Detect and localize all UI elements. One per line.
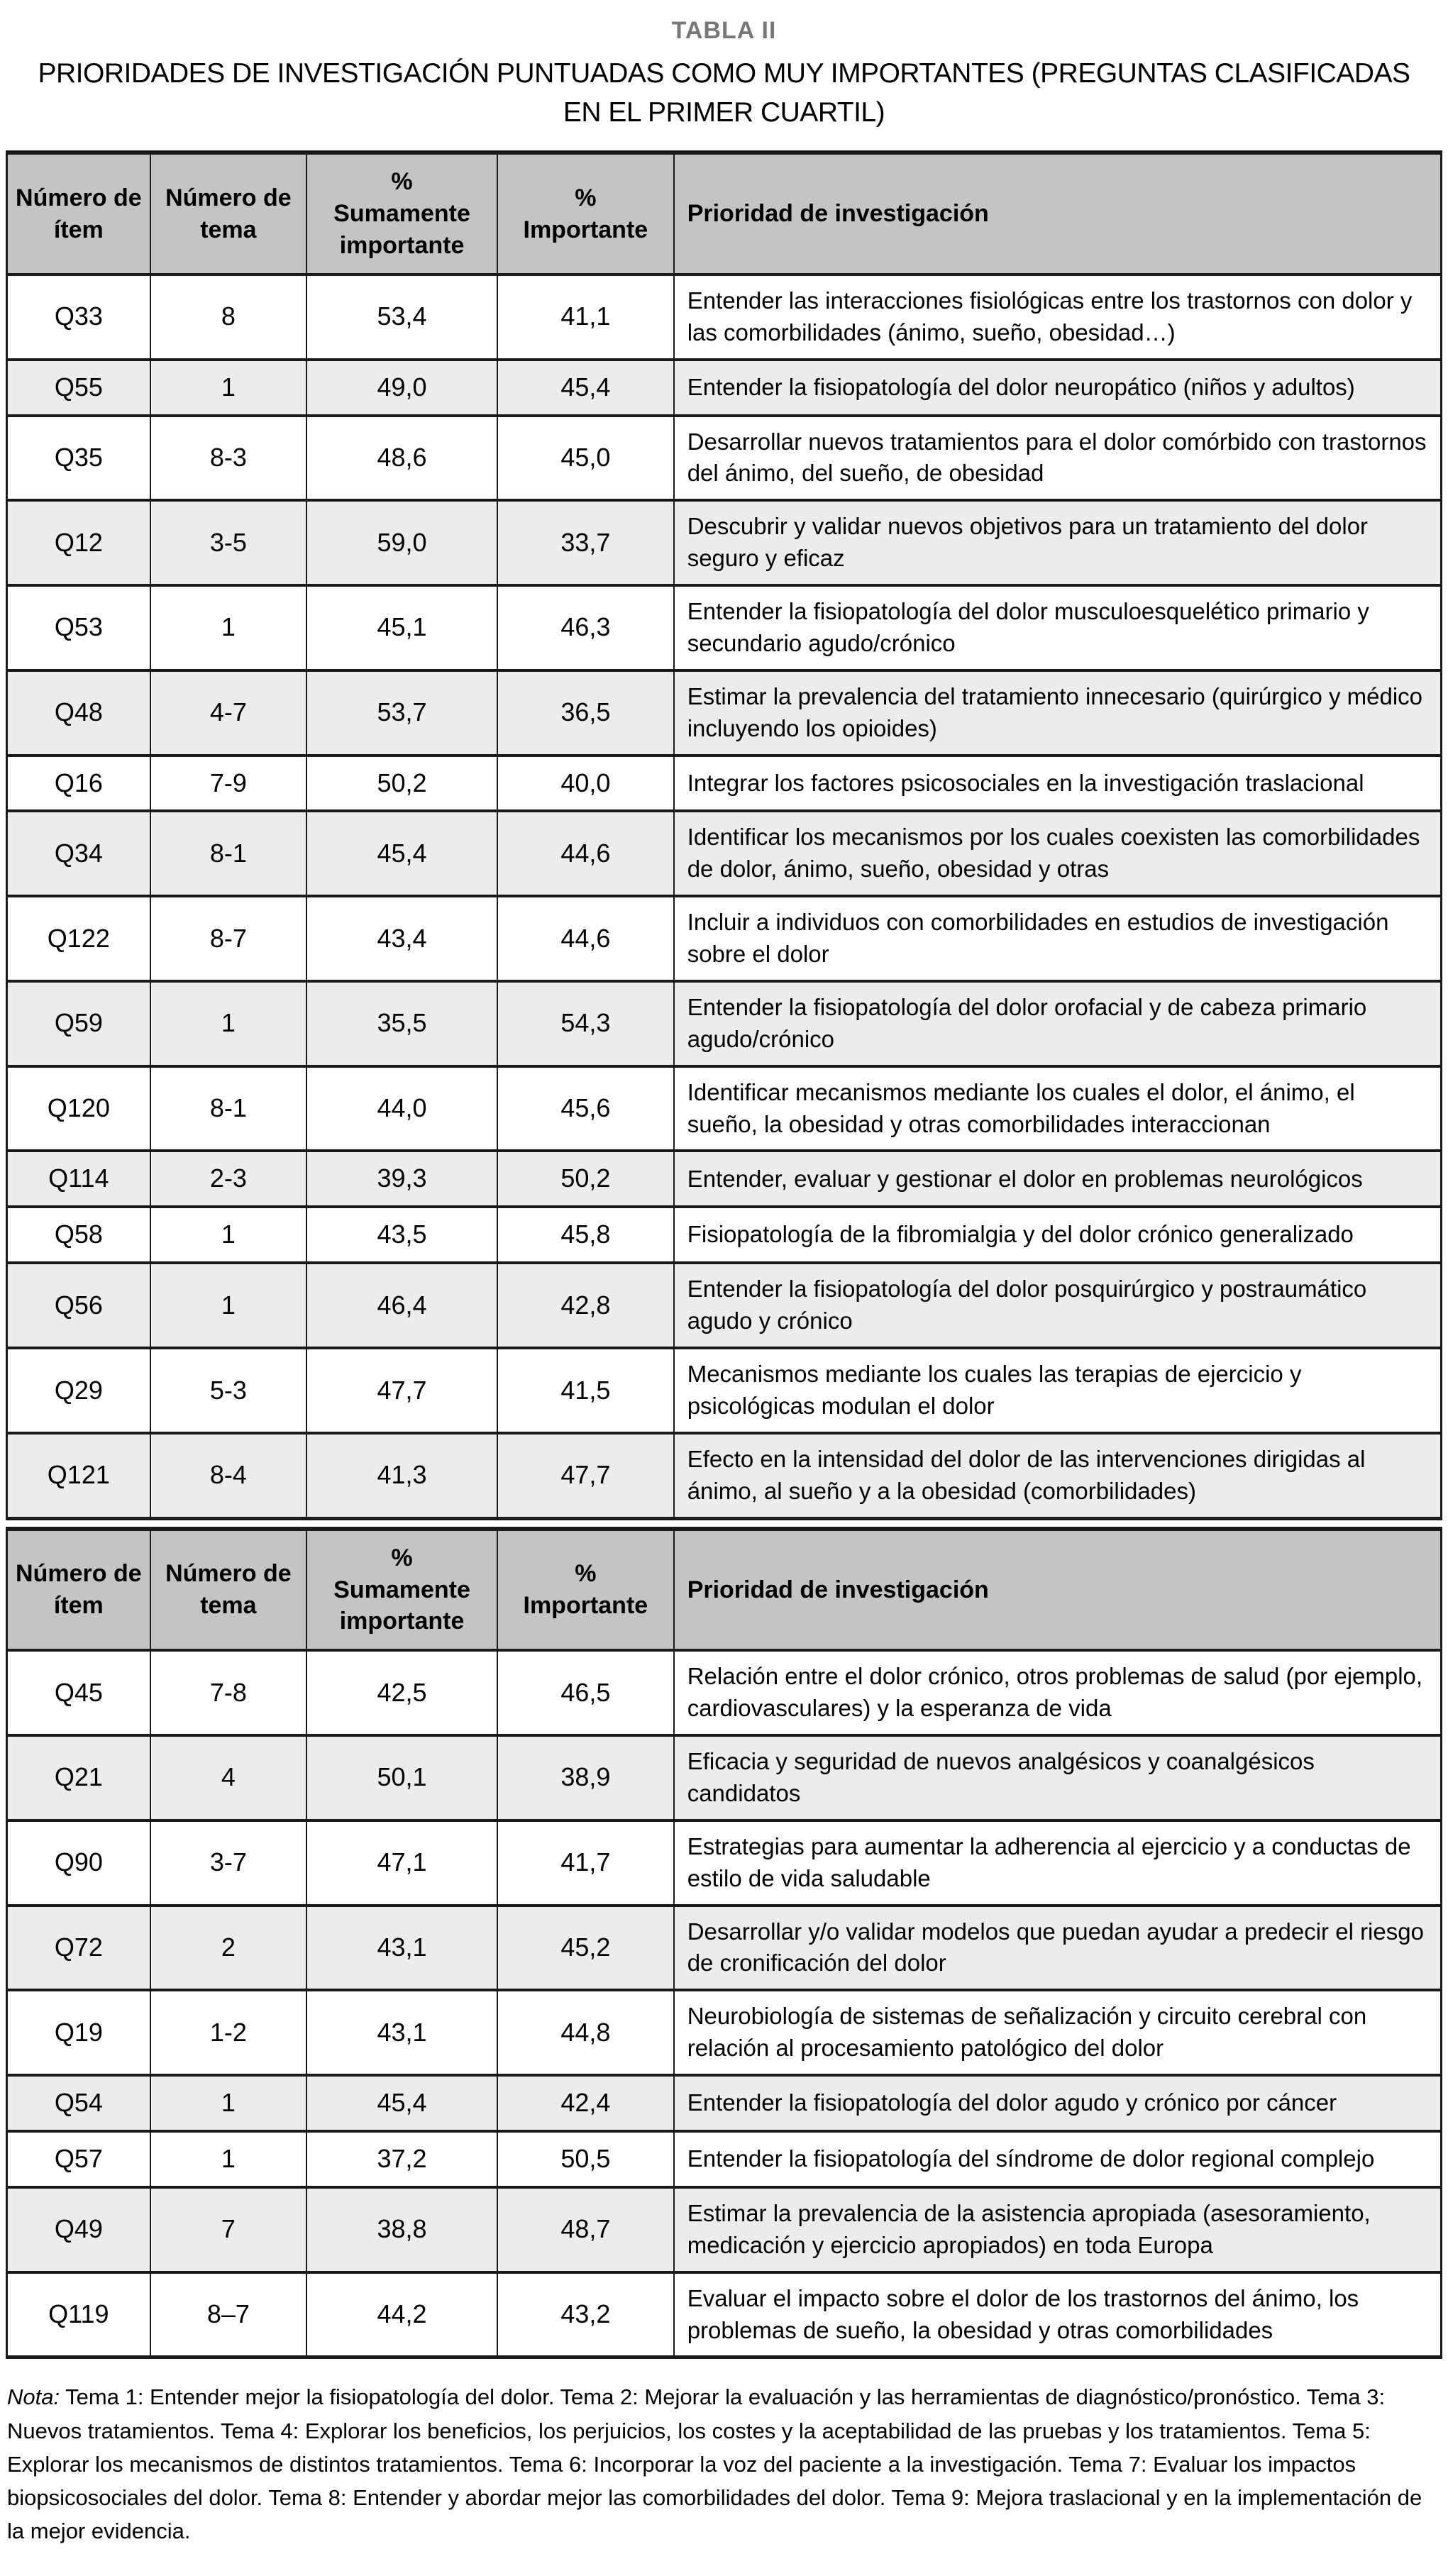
pct-importante-cell: 48,7 (497, 2187, 674, 2272)
item-number-cell: Q21 (7, 1735, 150, 1820)
item-number-cell: Q56 (7, 1263, 150, 1348)
item-number-cell: Q54 (7, 2075, 150, 2131)
theme-number-cell: 1 (150, 585, 306, 670)
table-row (7, 416, 1442, 501)
pct-importante-cell: 54,3 (497, 981, 674, 1066)
research-priority-cell: Entender la fisiopatología del dolor orofacial y de cabeza primario agudo/crónico (674, 981, 1442, 1066)
pct-sumamente-cell: 37,2 (306, 2131, 497, 2187)
table-row (7, 981, 1442, 1066)
table-row (7, 1066, 1442, 1151)
pct-sumamente-cell: 45,1 (306, 585, 497, 670)
item-number-cell: Q49 (7, 2187, 150, 2272)
col-header-item-number: Número de ítem (7, 153, 150, 275)
pct-sumamente-cell: 49,0 (306, 360, 497, 416)
item-number-cell: Q72 (7, 1906, 150, 1991)
priorities-table-part-1 (6, 150, 1442, 1520)
research-priority-cell: Eficacia y seguridad de nuevos analgésicos y coanalgésicos candidatos (674, 1735, 1442, 1820)
research-priority-cell: Entender la fisiopatología del síndrome de dolor regional complejo (674, 2131, 1442, 2187)
col-header-research-priority: Prioridad de investigación (674, 153, 1442, 275)
col-header-importante-label: Importante (523, 216, 648, 243)
pct-sumamente-cell: 50,1 (306, 1735, 497, 1820)
table-row (7, 1433, 1442, 1518)
table-row (7, 1990, 1442, 2075)
pct-importante-cell: 42,8 (497, 1263, 674, 1348)
table-row (7, 1263, 1442, 1348)
pct-sumamente-cell: 43,1 (306, 1990, 497, 2075)
pct-sumamente-cell: 39,3 (306, 1151, 497, 1207)
col-header-sumamente-label: Sumamente importante (333, 1576, 470, 1635)
item-number-cell: Q48 (7, 670, 150, 756)
col-header-item-number: Número de ítem (7, 1529, 150, 1651)
item-number-cell: Q29 (7, 1348, 150, 1433)
item-number-cell: Q55 (7, 360, 150, 416)
theme-number-cell: 1 (150, 2131, 306, 2187)
item-number-cell: Q12 (7, 500, 150, 585)
pct-importante-cell: 47,7 (497, 1433, 674, 1518)
pct-sumamente-cell: 59,0 (306, 500, 497, 585)
pct-importante-cell: 45,0 (497, 416, 674, 501)
table-row (7, 896, 1442, 981)
col-header-theme-number: Número de tema (150, 1529, 306, 1651)
theme-number-cell: 1 (150, 360, 306, 416)
table-body-part-1 (7, 275, 1442, 1518)
theme-number-cell: 8-4 (150, 1433, 306, 1518)
pct-sumamente-cell: 42,5 (306, 1650, 497, 1735)
pct-sumamente-cell: 44,0 (306, 1066, 497, 1151)
pct-sumamente-cell: 43,5 (306, 1207, 497, 1263)
research-priority-cell: Entender la fisiopatología del dolor musculoesquelético primario y secundario agudo/crónico (674, 585, 1442, 670)
pct-importante-cell: 45,2 (497, 1906, 674, 1991)
research-priority-cell: Entender la fisiopatología del dolor neuropático (niños y adultos) (674, 360, 1442, 416)
table-row (7, 1151, 1442, 1207)
table-body-part-2 (7, 1650, 1442, 2357)
percent-sign: % (391, 1544, 413, 1571)
percent-sign: % (575, 184, 597, 211)
item-number-cell: Q58 (7, 1207, 150, 1263)
research-priority-cell: Desarrollar nuevos tratamientos para el dolor comórbido con trastornos del ánimo, del sueño, de obesidad (674, 416, 1442, 501)
item-number-cell: Q53 (7, 585, 150, 670)
pct-sumamente-cell: 50,2 (306, 756, 497, 812)
col-header-theme-number: Número de tema (150, 153, 306, 275)
table-row (7, 2187, 1442, 2272)
pct-importante-cell: 44,6 (497, 896, 674, 981)
research-priority-cell: Estimar la prevalencia del tratamiento innecesario (quirúrgico y médico incluyendo los opioides) (674, 670, 1442, 756)
pct-sumamente-cell: 44,2 (306, 2272, 497, 2357)
table-footnote (7, 2380, 1441, 2548)
research-priority-cell: Incluir a individuos con comorbilidades en estudios de investigación sobre el dolor (674, 896, 1442, 981)
footnote-text: Tema 1: Entender mejor la fisiopatología del dolor. Tema 2: Mejorar la evaluación y las herramientas de diagnóstico/pronóstico. Tema 3: Nuevos tratamientos. Tema 4: Explorar los beneficios, los perjuicios, los costes y la aceptabilidad de las pruebas y los tratamientos. Tema 5: Explorar los mecanismos de distintos tratamientos. Tema 6: Incorporar la voz del paciente a la investigación. Tema 7: Evaluar los impactos biopsicosociales del dolor. Tema 8: Entender y abordar mejor las comorbilidades del dolor. Tema 9: Mejora traslacional y en la implementación de la mejor evidencia. (7, 2384, 1422, 2543)
item-number-cell: Q119 (7, 2272, 150, 2357)
col-header-importante-label: Importante (523, 1591, 648, 1619)
item-number-cell: Q33 (7, 275, 150, 360)
theme-number-cell: 1-2 (150, 1990, 306, 2075)
item-number-cell: Q19 (7, 1990, 150, 2075)
footnote-label: Nota: (7, 2384, 60, 2410)
pct-sumamente-cell: 45,4 (306, 811, 497, 896)
item-number-cell: Q16 (7, 756, 150, 812)
table-row (7, 275, 1442, 360)
research-priority-cell: Evaluar el impacto sobre el dolor de los trastornos del ánimo, los problemas de sueño, la obesidad y otras comorbilidades (674, 2272, 1442, 2357)
col-header-sumamente-label: Sumamente importante (333, 200, 470, 259)
table-row (7, 1348, 1442, 1433)
theme-number-cell: 8 (150, 275, 306, 360)
theme-number-cell: 8-1 (150, 811, 306, 896)
research-priority-cell: Entender las interacciones fisiológicas entre los trastornos con dolor y las comorbilidades (ánimo, sueño, obesidad…) (674, 275, 1442, 360)
col-header-pct-sumamente (306, 1529, 497, 1651)
pct-sumamente-cell: 48,6 (306, 416, 497, 501)
table-row (7, 1820, 1442, 1906)
item-number-cell: Q90 (7, 1820, 150, 1906)
col-header-research-priority: Prioridad de investigación (674, 1529, 1442, 1651)
table-caption: PRIORIDADES DE INVESTIGACIÓN PUNTUADAS COMO MUY IMPORTANTES (PREGUNTAS CLASIFICADAS EN EL PRIMER CUARTIL) (38, 58, 1410, 128)
pct-importante-cell: 44,6 (497, 811, 674, 896)
theme-number-cell: 2-3 (150, 1151, 306, 1207)
research-priority-cell: Efecto en la intensidad del dolor de las intervenciones dirigidas al ánimo, al sueño y a la obesidad (comorbilidades) (674, 1433, 1442, 1518)
table-row (7, 1207, 1442, 1263)
pct-importante-cell: 46,5 (497, 1650, 674, 1735)
header-row (7, 153, 1442, 275)
pct-sumamente-cell: 41,3 (306, 1433, 497, 1518)
pct-importante-cell: 41,7 (497, 1820, 674, 1906)
pct-importante-cell: 45,6 (497, 1066, 674, 1151)
research-priority-cell: Integrar los factores psicosociales en la investigación traslacional (674, 756, 1442, 812)
col-header-pct-importante (497, 1529, 674, 1651)
pct-importante-cell: 50,2 (497, 1151, 674, 1207)
table-row (7, 500, 1442, 585)
theme-number-cell: 4 (150, 1735, 306, 1820)
table-row (7, 1650, 1442, 1735)
header-row (7, 1529, 1442, 1651)
pct-importante-cell: 50,5 (497, 2131, 674, 2187)
theme-number-cell: 3-5 (150, 500, 306, 585)
theme-number-cell: 1 (150, 981, 306, 1066)
item-number-cell: Q34 (7, 811, 150, 896)
table-row (7, 360, 1442, 416)
pct-sumamente-cell: 38,8 (306, 2187, 497, 2272)
theme-number-cell: 4-7 (150, 670, 306, 756)
research-priority-cell: Relación entre el dolor crónico, otros problemas de salud (por ejemplo, cardiovasculares) y la esperanza de vida (674, 1650, 1442, 1735)
item-number-cell: Q59 (7, 981, 150, 1066)
table-row (7, 2075, 1442, 2131)
research-priority-cell: Estimar la prevalencia de la asistencia apropiada (asesoramiento, medicación y ejercicio apropiados) en toda Europa (674, 2187, 1442, 2272)
priorities-table-part-2 (6, 1527, 1442, 2360)
item-number-cell: Q45 (7, 1650, 150, 1735)
theme-number-cell: 1 (150, 2075, 306, 2131)
pct-importante-cell: 43,2 (497, 2272, 674, 2357)
theme-number-cell: 7-9 (150, 756, 306, 812)
pct-importante-cell: 40,0 (497, 756, 674, 812)
table-row (7, 1735, 1442, 1820)
percent-sign: % (391, 168, 413, 196)
theme-number-cell: 5-3 (150, 1348, 306, 1433)
pct-sumamente-cell: 47,1 (306, 1820, 497, 1906)
research-priority-cell: Neurobiología de sistemas de señalización y circuito cerebral con relación al procesamiento patológico del dolor (674, 1990, 1442, 2075)
title-block (6, 17, 1442, 132)
theme-number-cell: 1 (150, 1207, 306, 1263)
pct-importante-cell: 33,7 (497, 500, 674, 585)
table-row (7, 2131, 1442, 2187)
col-header-pct-sumamente (306, 153, 497, 275)
theme-number-cell: 7-8 (150, 1650, 306, 1735)
table-row (7, 670, 1442, 756)
pct-importante-cell: 44,8 (497, 1990, 674, 2075)
theme-number-cell: 3-7 (150, 1820, 306, 1906)
col-header-pct-importante (497, 153, 674, 275)
table-number-label: TABLA II (671, 17, 777, 44)
theme-number-cell: 8-3 (150, 416, 306, 501)
pct-importante-cell: 36,5 (497, 670, 674, 756)
theme-number-cell: 1 (150, 1263, 306, 1348)
research-priority-cell: Fisiopatología de la fibromialgia y del dolor crónico generalizado (674, 1207, 1442, 1263)
pct-importante-cell: 46,3 (497, 585, 674, 670)
theme-number-cell: 8-7 (150, 896, 306, 981)
percent-sign: % (575, 1560, 597, 1588)
pct-importante-cell: 38,9 (497, 1735, 674, 1820)
research-priority-cell: Identificar mecanismos mediante los cuales el dolor, el ánimo, el sueño, la obesidad y otras comorbilidades interaccionan (674, 1066, 1442, 1151)
item-number-cell: Q120 (7, 1066, 150, 1151)
pct-sumamente-cell: 43,4 (306, 896, 497, 981)
pct-importante-cell: 42,4 (497, 2075, 674, 2131)
research-priority-cell: Desarrollar y/o validar modelos que puedan ayudar a predecir el riesgo de cronificación del dolor (674, 1906, 1442, 1991)
table-row (7, 1906, 1442, 1991)
pct-importante-cell: 41,1 (497, 275, 674, 360)
item-number-cell: Q35 (7, 416, 150, 501)
pct-sumamente-cell: 45,4 (306, 2075, 497, 2131)
pct-sumamente-cell: 53,7 (306, 670, 497, 756)
theme-number-cell: 7 (150, 2187, 306, 2272)
pct-sumamente-cell: 47,7 (306, 1348, 497, 1433)
research-priority-cell: Entender la fisiopatología del dolor posquirúrgico y postraumático agudo y crónico (674, 1263, 1442, 1348)
pct-sumamente-cell: 53,4 (306, 275, 497, 360)
table-row (7, 811, 1442, 896)
table-row (7, 756, 1442, 812)
item-number-cell: Q121 (7, 1433, 150, 1518)
item-number-cell: Q122 (7, 896, 150, 981)
pct-importante-cell: 45,4 (497, 360, 674, 416)
pct-sumamente-cell: 46,4 (306, 1263, 497, 1348)
research-priority-cell: Entender la fisiopatología del dolor agudo y crónico por cáncer (674, 2075, 1442, 2131)
research-priority-cell: Mecanismos mediante los cuales las terapias de ejercicio y psicológicas modulan el dolor (674, 1348, 1442, 1433)
pct-sumamente-cell: 35,5 (306, 981, 497, 1066)
theme-number-cell: 2 (150, 1906, 306, 1991)
pct-sumamente-cell: 43,1 (306, 1906, 497, 1991)
research-priority-cell: Entender, evaluar y gestionar el dolor en problemas neurológicos (674, 1151, 1442, 1207)
item-number-cell: Q57 (7, 2131, 150, 2187)
theme-number-cell: 8-1 (150, 1066, 306, 1151)
table-row (7, 585, 1442, 670)
research-priority-cell: Identificar los mecanismos por los cuales coexisten las comorbilidades de dolor, ánimo, sueño, obesidad y otras (674, 811, 1442, 896)
research-priority-cell: Descubrir y validar nuevos objetivos para un tratamiento del dolor seguro y eficaz (674, 500, 1442, 585)
pct-importante-cell: 41,5 (497, 1348, 674, 1433)
item-number-cell: Q114 (7, 1151, 150, 1207)
pct-importante-cell: 45,8 (497, 1207, 674, 1263)
table-row (7, 2272, 1442, 2357)
research-priority-cell: Estrategias para aumentar la adherencia al ejercicio y a conductas de estilo de vida saludable (674, 1820, 1442, 1906)
theme-number-cell: 8–7 (150, 2272, 306, 2357)
